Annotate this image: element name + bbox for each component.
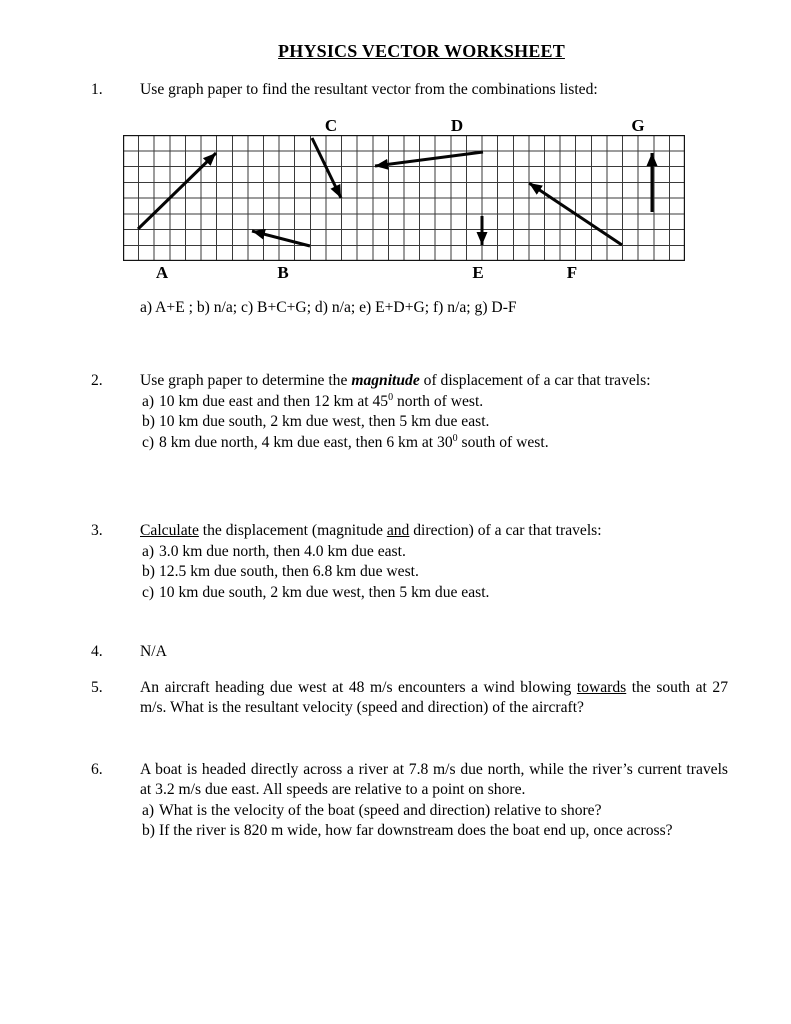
text-segment: north of west. <box>393 392 484 410</box>
subitem-a <box>140 392 728 413</box>
text-segment: the displacement (magnitude <box>198 522 387 539</box>
question-4 <box>91 642 728 663</box>
question-number: 5. <box>91 678 103 696</box>
vector-label-C: C <box>324 115 338 135</box>
question-body <box>140 80 728 318</box>
grid-bottom-labels <box>123 263 685 283</box>
question-number: 1. <box>91 81 103 98</box>
text-segment: 0 <box>452 432 458 444</box>
subitem-marker: a) <box>142 801 155 819</box>
vector-grid-figure <box>123 116 685 283</box>
vector-grid-svg <box>123 135 685 261</box>
subitem-marker: b) <box>142 413 155 430</box>
subitem-c <box>140 583 728 604</box>
text-segment: south of west. <box>457 433 549 451</box>
question-body <box>140 371 728 453</box>
question-number: 4. <box>91 643 103 660</box>
question-body <box>140 678 728 719</box>
subitem-b <box>140 821 728 842</box>
text-segment: 8 km due north, 4 km due east, then 6 km at 30 <box>159 433 453 451</box>
vector-label-A: A <box>155 262 169 282</box>
question-3 <box>91 521 728 603</box>
subitem-b <box>140 412 728 433</box>
vector-label-G: G <box>631 115 645 135</box>
text-segment: 10 km due south, 2 km due west, then 5 km due east. <box>159 413 490 430</box>
text-segment: A boat is headed directly across a river at 7.8 m/s due north, while the river’s current travels at 3.2 m/s due east. All speeds are relative to a point on shore. <box>140 760 728 798</box>
paragraph <box>140 760 728 801</box>
question-6 <box>91 760 728 842</box>
vector-A <box>138 153 216 229</box>
text-segment: and <box>386 522 410 539</box>
text-segment: 12.5 km due south, then 6.8 km due west. <box>159 563 419 580</box>
subitem-marker: b) <box>142 822 155 839</box>
text-segment: N/A <box>140 643 167 660</box>
paragraph <box>140 521 728 542</box>
page-title: PHYSICS VECTOR WORKSHEET <box>278 41 565 61</box>
text-segment: 0 <box>388 391 394 403</box>
question-body <box>140 642 728 663</box>
text-segment: of displacement of a car that travels: <box>419 372 651 389</box>
vector-label-F: F <box>566 262 578 282</box>
vector-label-E: E <box>472 262 484 282</box>
text-segment: Calculate <box>140 522 199 539</box>
text-segment: What is the velocity of the boat (speed and direction) relative to shore? <box>159 801 602 819</box>
text-segment: direction) of a car that travels: <box>409 522 602 539</box>
question-1 <box>91 80 728 318</box>
subitem-marker: a) <box>142 542 155 560</box>
text-segment: the south at 27 m/s. What is the resultant velocity (speed and direction) of the aircraft? <box>140 678 728 716</box>
subitem-text <box>159 583 489 604</box>
subitem-text <box>159 542 406 563</box>
text-segment: Use graph paper to determine the <box>140 372 352 389</box>
question-2 <box>91 371 728 453</box>
subitem-b <box>140 562 728 583</box>
text-segment: 10 km due east and then 12 km at 45 <box>159 392 389 410</box>
text-segment: magnitude <box>351 372 420 389</box>
text-segment: If the river is 820 m wide, how far downstream does the boat end up, once across? <box>159 822 673 839</box>
subitem-text <box>159 433 549 454</box>
question-number: 2. <box>91 372 103 389</box>
paragraph <box>140 642 728 663</box>
subitem-marker: a) <box>142 392 155 410</box>
subitem-a <box>140 542 728 563</box>
subitem-marker: c) <box>142 583 155 601</box>
text-segment: 3.0 km due north, then 4.0 km due east. <box>159 542 406 560</box>
paragraph <box>140 80 728 101</box>
question-body <box>140 521 728 603</box>
text-segment: a) A+E ; b) n/a; c) B+C+G; d) n/a; e) E+D+G; f) n/a; g) D-F <box>140 298 517 316</box>
questions-container <box>91 80 728 842</box>
text-segment: towards <box>576 678 627 696</box>
text-segment: 10 km due south, 2 km due west, then 5 km due east. <box>159 583 490 601</box>
paragraph <box>140 678 728 719</box>
subitem-text <box>159 821 673 842</box>
vector-label-B: B <box>277 262 289 282</box>
vector-label-D: D <box>450 115 464 135</box>
subitem-marker: c) <box>142 433 155 451</box>
text-segment: Use graph paper to find the resultant vector from the combinations listed: <box>140 81 598 98</box>
subitem-text <box>159 562 419 583</box>
grid-top-labels <box>123 116 685 135</box>
text-segment: An aircraft heading due west at 48 m/s encounters a wind blowing <box>140 678 577 696</box>
question-number: 3. <box>91 522 103 539</box>
subitem-text <box>159 392 483 413</box>
vector-B <box>252 231 310 246</box>
question-body <box>140 760 728 842</box>
paragraph <box>140 371 728 392</box>
subitem-text <box>159 412 489 433</box>
subitem-marker: b) <box>142 563 155 580</box>
subitem-a <box>140 801 728 822</box>
question-5 <box>91 678 728 719</box>
answer-line <box>140 298 728 319</box>
grid-lines <box>123 135 685 261</box>
vector-C <box>312 138 341 198</box>
subitem-text <box>159 801 602 822</box>
subitem-c <box>140 433 728 454</box>
question-number: 6. <box>91 760 103 778</box>
